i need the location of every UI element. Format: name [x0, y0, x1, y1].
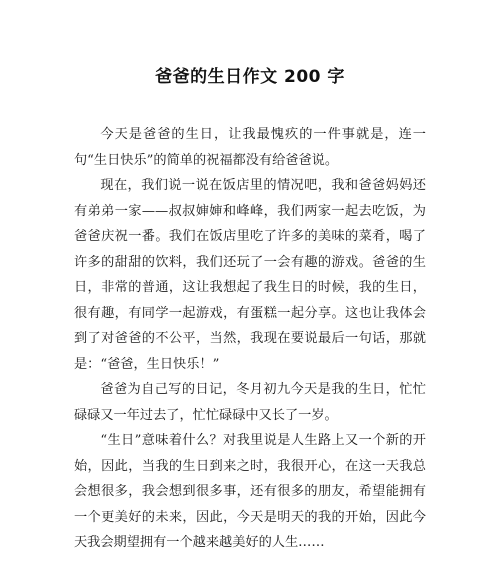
page-title: 爸爸的生日作文 200 字 — [155, 67, 345, 87]
paragraph-2: 现在，我们说一说在饭店里的情况吧，我和爸爸妈妈还有弟弟一家——叔叔婶婶和峰峰，我们两家一起去吃饭，为爸爸庆祝一番。我们在饭店里吃了许多的美味的菜肴，喝了许多的甜甜的饮料，我们还玩了一会有趣的游戏。爸爸的生日，非常的普通，这让我想起了我生日的时候，我的生日，很有趣，有同学一起游戏，有蛋糕一起分享。这也让我体会到了对爸爸的不公平，当然，我现在要说最后一句话，那就是：“爸爸，生日快乐！” — [74, 178, 426, 372]
article-body — [74, 122, 426, 556]
paragraph-4: “生日”意味着什么？对我里说是人生路上又一个新的开始，因此，当我的生日到来之时，我很开心，在这一天我总会想很多，我会想到很多事，还有很多的朋友，希望能拥有一个更美好的未来，因此，今天是明天的我的开始，因此今天我会期望拥有一个越来越美好的人生…… — [74, 433, 426, 550]
paragraph-1: 今天是爸爸的生日，让我最愧疚的一件事就是，连一句“生日快乐”的简单的祝福都没有给爸爸说。 — [74, 127, 426, 168]
paragraph-3: 爸爸为自己写的日记，冬月初九今天是我的生日，忙忙碌碌又一年过去了，忙忙碌碌中又长了一岁。 — [74, 382, 426, 423]
